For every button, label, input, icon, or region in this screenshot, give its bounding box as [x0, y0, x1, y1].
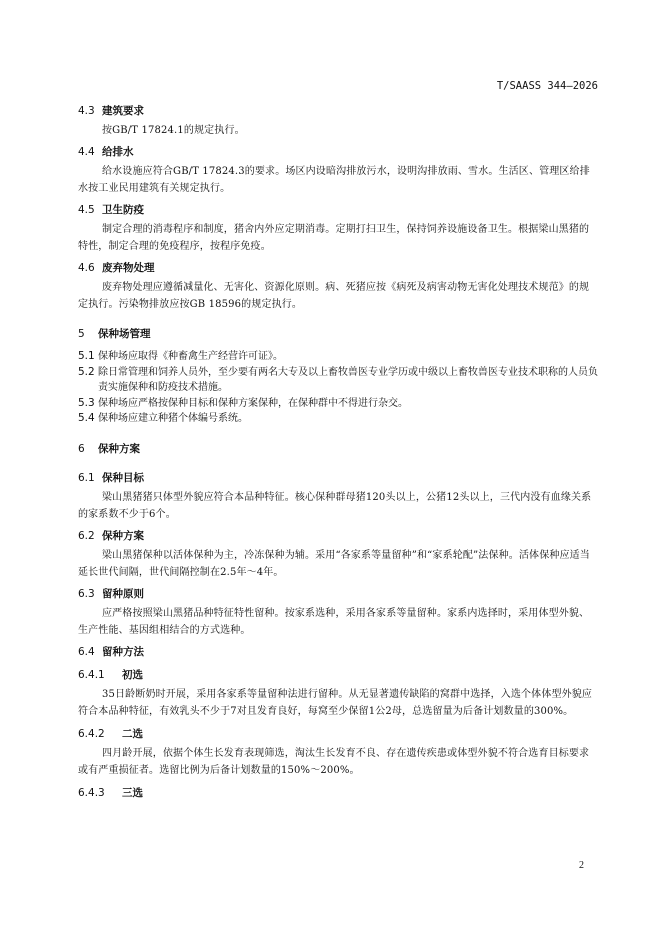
paragraph: 给水设施应符合GB/T 17824.3的要求。场区内设暗沟排放污水，设明沟排放雨、雪水。生活区、管理区给排水按工业民用建筑有关规定执行。 [78, 166, 590, 194]
section-number: 4.6 [78, 262, 95, 274]
section-number: 6 [78, 442, 85, 455]
section-title: 二选 [122, 727, 143, 740]
section-heading-6-4-2 [78, 726, 598, 741]
section-number: 4.5 [78, 204, 95, 216]
paragraph: 35日龄断奶时开展，采用各家系等量留种法进行留种。从无显著遗传缺陷的窝群中选择，入选个体体型外貌应符合本品种特征，有效乳头不少于7对且发育良好，每窝至少保留1公2母，总选留量为后备计划数量的300%。 [78, 688, 593, 717]
section-number: 4.3 [78, 105, 95, 117]
section-heading-6-4 [78, 644, 598, 659]
section-title: 保种场管理 [98, 328, 151, 340]
item-text: 保种场应取得《种畜禽生产经营许可证》。 [98, 351, 283, 362]
section-title: 卫生防疫 [102, 204, 144, 216]
section-number: 6.2 [78, 529, 95, 542]
item-text: 除日常管理和饲养人员外，至少要有两名大专及以上畜牧兽医专业学历或中级以上畜牧兽医专业技术职称的人员负责实施保种和防疫技术措施。 [98, 366, 598, 393]
section-heading-4-3 [78, 103, 598, 118]
section-heading-6-2 [78, 528, 598, 543]
item-number: 5.1 [78, 350, 95, 362]
section-title: 保种方案 [102, 529, 144, 542]
document-body [78, 103, 598, 800]
section-heading-6 [78, 441, 598, 456]
item-text: 保种场应建立种猪个体编号系统。 [98, 413, 248, 424]
section-title: 保种方案 [98, 442, 140, 455]
paragraph: 应严格按照梁山黑猪品种特征特性留种。按家系选种，采用各家系等量留种。家系内选择时，采用体型外貌、生产性能、基因组相结合的方式选种。 [78, 607, 590, 636]
section-number: 6.4.2 [78, 727, 105, 740]
section-heading-6-4-1 [78, 667, 598, 682]
section-title: 留种原则 [102, 587, 144, 600]
section-number: 5 [78, 328, 85, 340]
section-title: 三选 [122, 786, 143, 799]
paragraph: 梁山黑猪猪只体型外貌应符合本品种特征。核心保种群母猪120头以上，公猪12头以上，三代内没有血缘关系的家系数不少于6个。 [78, 491, 592, 520]
section-number: 6.1 [78, 471, 95, 484]
list-item [78, 411, 598, 427]
section-title: 保种目标 [102, 471, 144, 484]
list-item [78, 365, 598, 396]
section-title: 初选 [122, 668, 143, 681]
section-heading-6-1 [78, 470, 598, 485]
section-title: 留种方法 [102, 645, 144, 658]
standard-number: T/SAASS 344—2026 [496, 80, 598, 92]
item-number: 5.2 [78, 365, 95, 378]
paragraph: 按GB/T 17824.1的规定执行。 [102, 125, 245, 136]
item-number: 5.4 [78, 412, 95, 424]
section-heading-4-5 [78, 202, 598, 217]
section-heading-6-4-3 [78, 785, 598, 800]
section-number: 6.4 [78, 645, 95, 658]
paragraph: 梁山黑猪保种以活体保种为主，冷冻保种为辅。采用“各家系等量留种”和“家系轮配”法保种。活体保种应适当延长世代间隔，世代间隔控制在2.5年～4年。 [78, 549, 590, 578]
clause-list [78, 349, 598, 427]
section-heading-6-3 [78, 586, 598, 601]
section-title: 建筑要求 [102, 105, 144, 117]
paragraph: 四月龄开展，依据个体生长发育表现筛选，淘汰生长发育不良、存在遗传疾患或体型外貌不符合选育目标要求或有严重损征者。选留比例为后备计划数量的150%～200%。 [78, 747, 590, 776]
section-number: 4.4 [78, 146, 95, 158]
item-text: 保种场应严格按保种目标和保种方案保种，在保种群中不得进行杂交。 [98, 397, 408, 409]
paragraph: 废弃物处理应遵循减量化、无害化、资源化原则。病、死猪应按《病死及病害动物无害化处理技术规范》的规定执行。污染物排放应按GB 18596的规定执行。 [78, 282, 590, 310]
section-number: 6.3 [78, 587, 95, 600]
section-number: 6.4.3 [78, 786, 105, 799]
section-heading-4-4 [78, 144, 598, 159]
section-number: 6.4.1 [78, 668, 105, 681]
section-title: 废弃物处理 [102, 262, 155, 274]
item-number: 5.3 [78, 396, 95, 409]
section-heading-5 [78, 326, 598, 341]
list-item [78, 396, 598, 412]
section-heading-4-6 [78, 260, 598, 275]
page-number: 2 [579, 860, 584, 871]
list-item [78, 349, 598, 365]
paragraph: 制定合理的消毒程序和制度，猪舍内外应定期消毒。定期打扫卫生，保持饲养设施设备卫生。根据梁山黑猪的特性，制定合理的免疫程序，按程序免疫。 [78, 224, 590, 252]
section-title: 给排水 [102, 146, 134, 158]
